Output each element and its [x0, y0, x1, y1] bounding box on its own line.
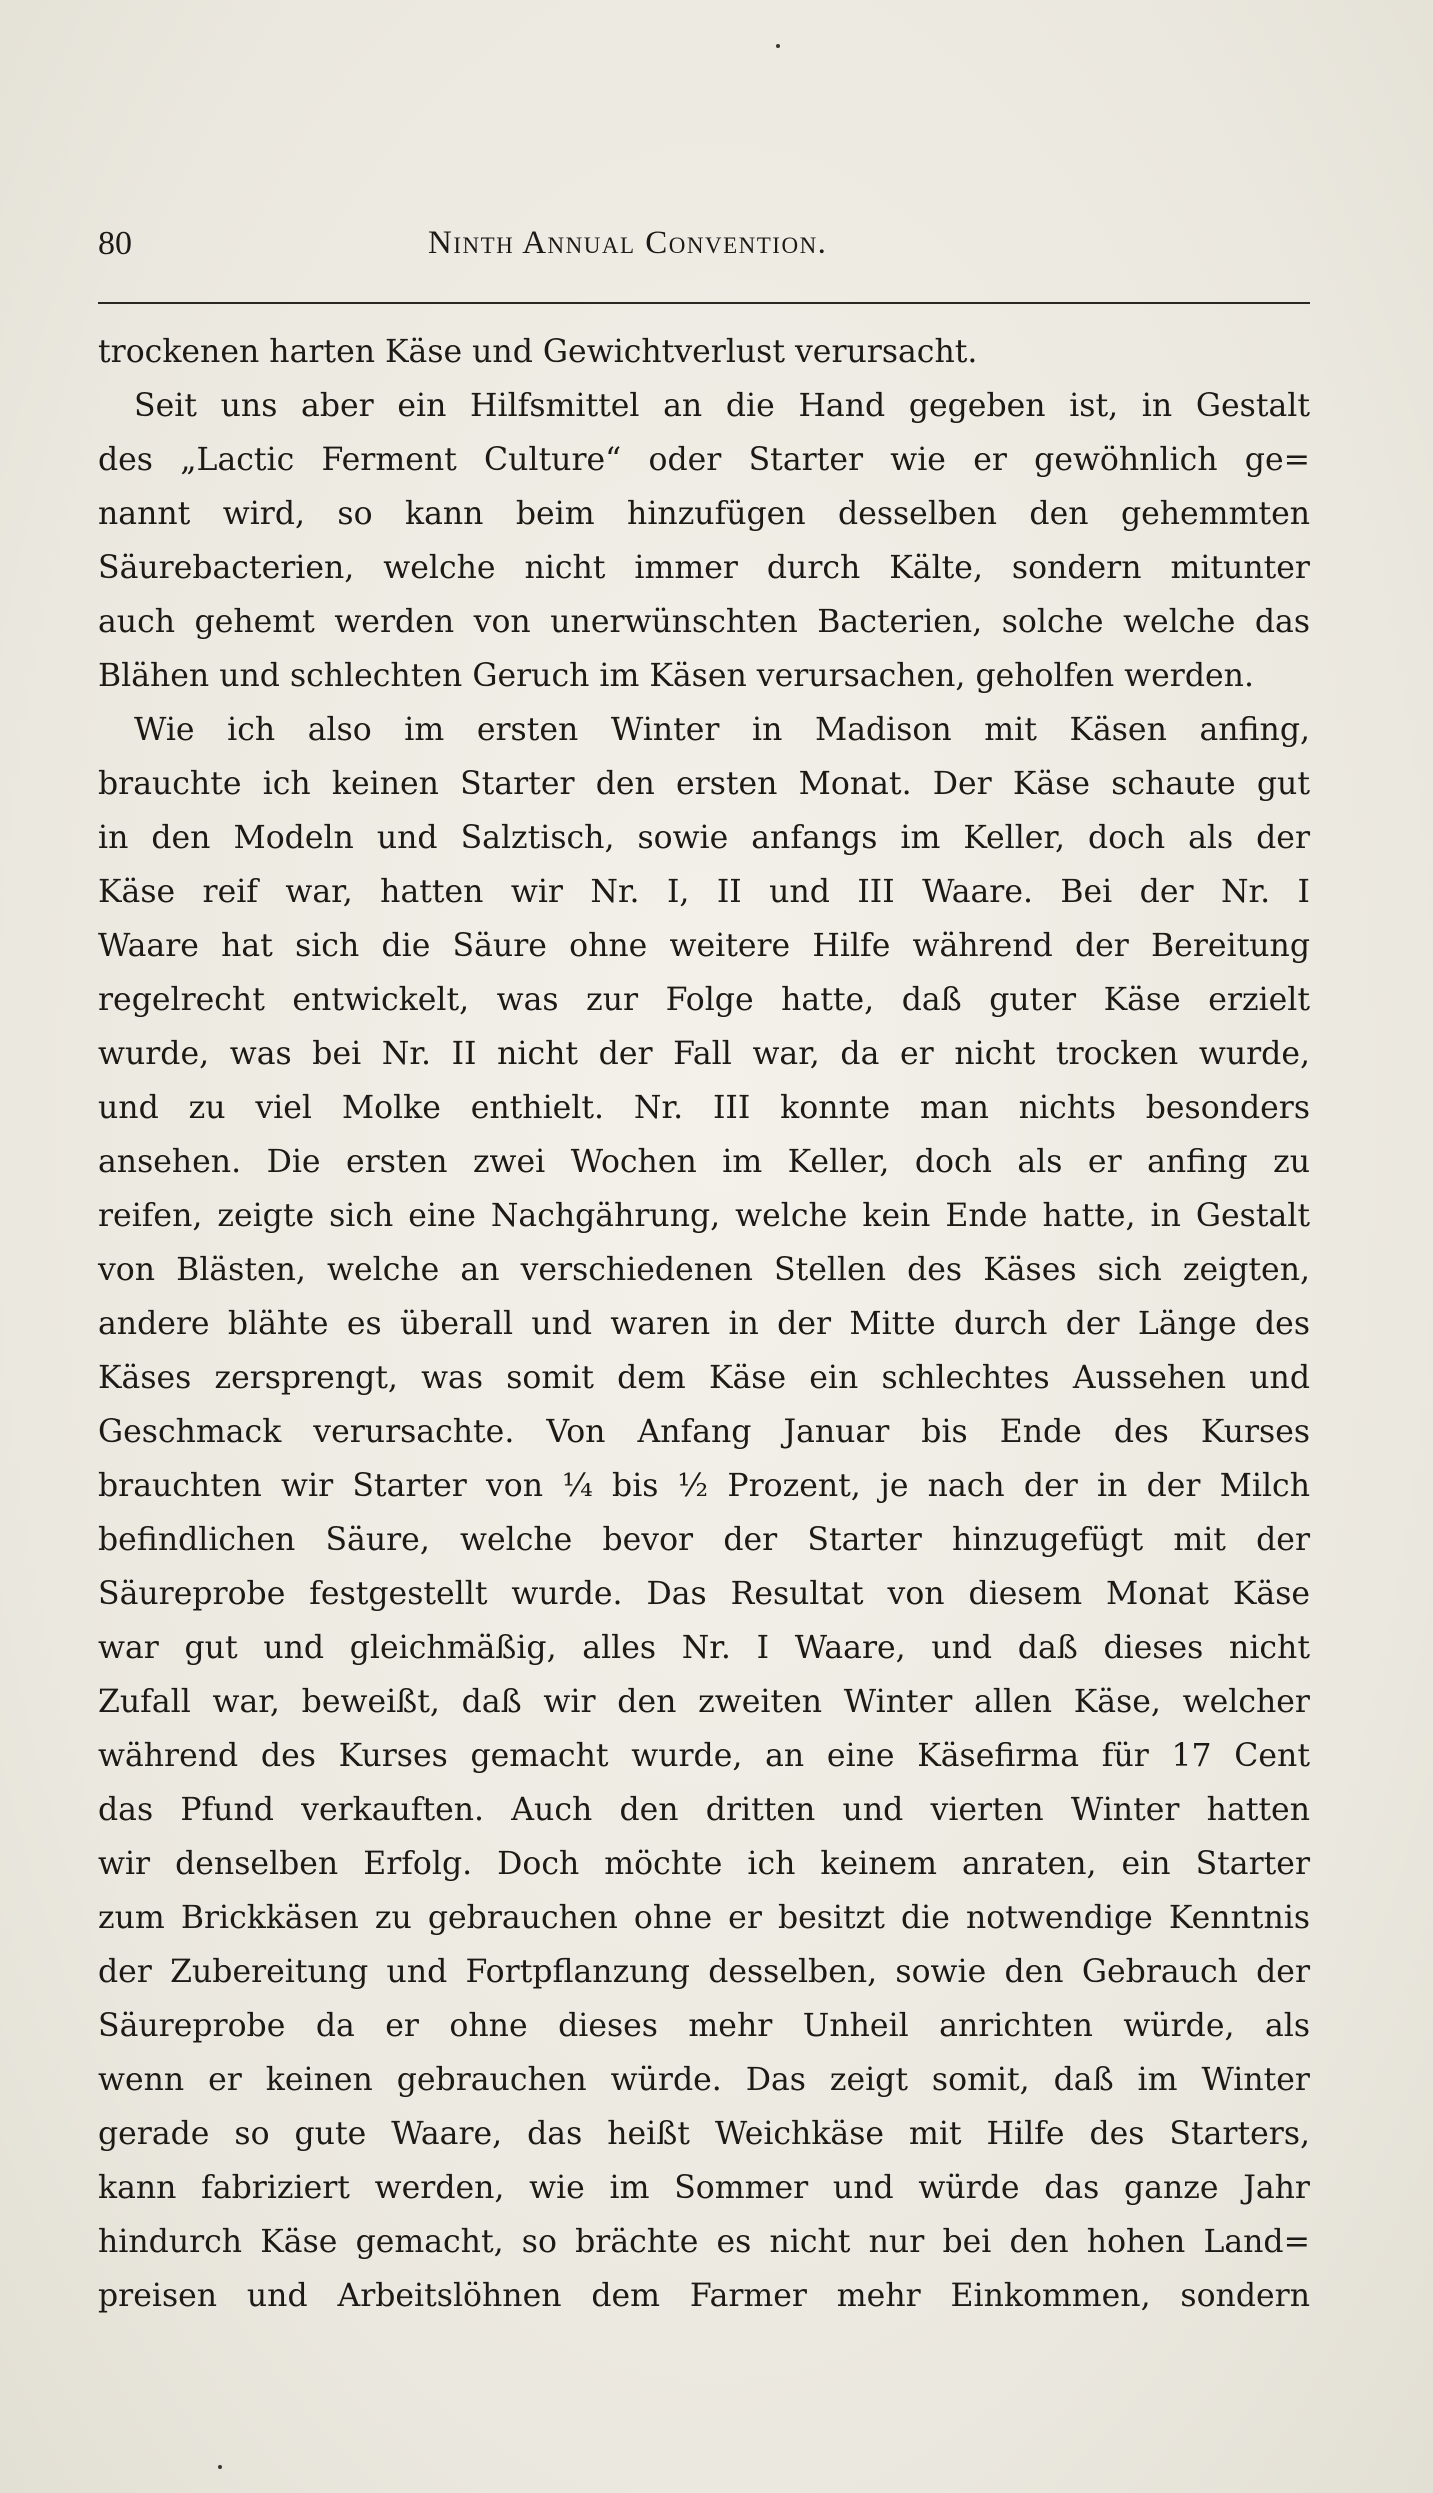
- text-line: Waare hat sich die Säure ohne weitere Hilfe während der Bereitung: [98, 928, 1310, 964]
- text-line: Zufall war, beweißt, daß wir den zweiten Winter allen Käse, welcher: [98, 1684, 1310, 1720]
- body-text: [98, 325, 1310, 2323]
- page-header: [98, 225, 1310, 285]
- text-line: Geschmack verursachte. Von Anfang Januar bis Ende des Kurses: [98, 1414, 1310, 1450]
- text-line: Säureprobe festgestellt wurde. Das Resultat von diesem Monat Käse: [98, 1576, 1310, 1612]
- print-speck: [776, 44, 780, 48]
- text-line: trockenen harten Käse und Gewichtverlust verursacht.: [98, 334, 978, 370]
- text-line: Käses zersprengt, was somit dem Käse ein schlechtes Aussehen und: [98, 1360, 1310, 1396]
- text-line: von Blästen, welche an verschiedenen Stellen des Käses sich zeigten,: [98, 1252, 1310, 1288]
- text-line: nannt wird, so kann beim hinzufügen desselben den gehemmten: [98, 496, 1310, 532]
- text-line: wenn er keinen gebrauchen würde. Das zeigt somit, daß im Winter: [98, 2062, 1310, 2098]
- text-line: Wie ich also im ersten Winter in Madison mit Käsen anfing,: [134, 712, 1310, 748]
- text-line: hindurch Käse gemacht, so brächte es nicht nur bei den hohen Land=: [98, 2224, 1310, 2260]
- text-line: des „Lactic Ferment Culture“ oder Starter wie er gewöhnlich ge=: [98, 442, 1310, 478]
- header-rule: [98, 302, 1310, 304]
- text-line: zum Brickkäsen zu gebrauchen ohne er besitzt die notwendige Kenntnis: [98, 1900, 1310, 1936]
- text-line: während des Kurses gemacht wurde, an eine Käsefirma für 17 Cent: [98, 1738, 1310, 1774]
- text-line: in den Modeln und Salztisch, sowie anfangs im Keller, doch als der: [98, 820, 1310, 856]
- text-line: gerade so gute Waare, das heißt Weichkäse mit Hilfe des Starters,: [98, 2116, 1310, 2152]
- text-line: reifen, zeigte sich eine Nachgährung, welche kein Ende hatte, in Gestalt: [98, 1198, 1310, 1234]
- text-line: befindlichen Säure, welche bevor der Starter hinzugefügt mit der: [98, 1522, 1310, 1558]
- text-line: preisen und Arbeitslöhnen dem Farmer mehr Einkommen, sondern: [98, 2278, 1310, 2314]
- text-line: Säureprobe da er ohne dieses mehr Unheil anrichten würde, als: [98, 2008, 1310, 2044]
- text-line: der Zubereitung und Fortpflanzung desselben, sowie den Gebrauch der: [98, 1954, 1310, 1990]
- text-line: regelrecht entwickelt, was zur Folge hatte, daß guter Käse erzielt: [98, 982, 1310, 1018]
- text-line: wurde, was bei Nr. II nicht der Fall war, da er nicht trocken wurde,: [98, 1036, 1310, 1072]
- print-speck: [218, 2465, 222, 2469]
- text-line: andere blähte es überall und waren in der Mitte durch der Länge des: [98, 1306, 1310, 1342]
- running-title: Ninth Annual Convention.: [428, 225, 828, 261]
- text-line: war gut und gleichmäßig, alles Nr. I Waare, und daß dieses nicht: [98, 1630, 1310, 1666]
- text-line: und zu viel Molke enthielt. Nr. III konnte man nichts besonders: [98, 1090, 1310, 1126]
- page-number: 80: [98, 225, 132, 262]
- text-line: Blähen und schlechten Geruch im Käsen verursachen, geholfen werden.: [98, 658, 1254, 694]
- text-line: kann fabriziert werden, wie im Sommer und würde das ganze Jahr: [98, 2170, 1310, 2206]
- text-line: wir denselben Erfolg. Doch möchte ich keinem anraten, ein Starter: [98, 1846, 1310, 1882]
- text-line: das Pfund verkauften. Auch den dritten und vierten Winter hatten: [98, 1792, 1310, 1828]
- text-line: Käse reif war, hatten wir Nr. I, II und III Waare. Bei der Nr. I: [98, 874, 1310, 910]
- text-line: auch gehemt werden von unerwünschten Bacterien, solche welche das: [98, 604, 1310, 640]
- text-line: Säurebacterien, welche nicht immer durch Kälte, sondern mitunter: [98, 550, 1310, 586]
- text-line: brauchte ich keinen Starter den ersten Monat. Der Käse schaute gut: [98, 766, 1310, 802]
- text-line: brauchten wir Starter von ¼ bis ½ Prozent, je nach der in der Milch: [98, 1468, 1310, 1504]
- text-line: Seit uns aber ein Hilfsmittel an die Hand gegeben ist, in Gestalt: [134, 388, 1310, 424]
- text-line: ansehen. Die ersten zwei Wochen im Keller, doch als er anfing zu: [98, 1144, 1310, 1180]
